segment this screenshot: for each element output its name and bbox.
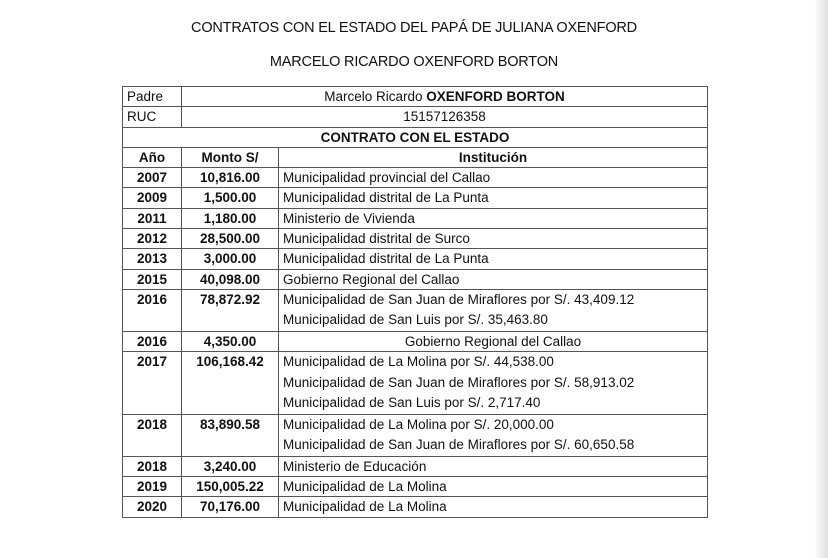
institution-line: Municipalidad provincial del Callao (283, 170, 491, 186)
document-subtitle: MARCELO RICARDO OXENFORD BORTON (269, 54, 559, 70)
padre-value (182, 87, 708, 107)
document-title: CONTRATOS CON EL ESTADO DEL PAPÁ DE JULIANA OXENFORD (191, 20, 637, 36)
padre-name-regular: Marcelo Ricardo (324, 89, 427, 104)
amount-cell: 40,098.00 (182, 269, 279, 289)
header-year: Año (123, 147, 182, 167)
institution-line: Ministerio de Educación (283, 458, 427, 474)
table-row (123, 229, 708, 249)
institution-line: Municipalidad de La Molina por S/. 20,000.00 (283, 416, 554, 432)
amount-cell: 70,176.00 (182, 497, 279, 517)
padre-label: Padre (123, 87, 182, 107)
table-row (123, 249, 708, 269)
institution-line: Municipalidad de San Juan de Miraflores por S/. 58,913.02 (283, 374, 635, 390)
institution-cell (279, 477, 708, 497)
institution-cell (279, 497, 708, 517)
institution-line: Municipalidad de San Luis por S/. 2,717.40 (283, 395, 541, 411)
amount-cell: 4,350.00 (182, 331, 279, 351)
institution-cell (279, 269, 708, 289)
institution-cell (279, 229, 708, 249)
year-cell: 2007 (123, 168, 182, 188)
institution-line: Municipalidad distrital de Surco (283, 231, 470, 247)
table-row (123, 289, 708, 331)
table-row (123, 477, 708, 497)
year-cell: 2013 (123, 249, 182, 269)
institution-line: Municipalidad distrital de La Punta (283, 251, 489, 267)
institution-line: Gobierno Regional del Callao (283, 271, 460, 287)
amount-cell: 1,500.00 (182, 188, 279, 208)
year-cell: 2016 (123, 331, 182, 351)
year-cell: 2019 (123, 477, 182, 497)
amount-cell: 150,005.22 (182, 477, 279, 497)
table-row (123, 456, 708, 476)
table-row (123, 497, 708, 517)
amount-cell: 3,240.00 (182, 456, 279, 476)
amount-cell: 83,890.58 (182, 414, 279, 456)
year-cell: 2011 (123, 208, 182, 228)
header-institution: Institución (279, 147, 708, 167)
ruc-value: 15157126358 (182, 107, 708, 127)
year-cell: 2016 (123, 289, 182, 331)
amount-cell: 78,872.92 (182, 289, 279, 331)
institution-line: Ministerio de Vivienda (283, 210, 415, 226)
padre-row (123, 87, 708, 107)
header-amount: Monto S/ (182, 147, 279, 167)
institution-line: Municipalidad de La Molina por S/. 44,538.00 (283, 354, 554, 370)
institution-cell (279, 331, 708, 351)
amount-cell: 1,180.00 (182, 208, 279, 228)
table-row (123, 208, 708, 228)
ruc-label: RUC (123, 107, 182, 127)
year-cell: 2018 (123, 456, 182, 476)
institution-line: Gobierno Regional del Callao (404, 333, 582, 349)
padre-name-bold: OXENFORD BORTON (426, 89, 565, 104)
institution-line: Municipalidad de San Luis por S/. 35,463.80 (283, 312, 548, 328)
institution-line: Municipalidad de La Molina (283, 479, 447, 495)
year-cell: 2018 (123, 414, 182, 456)
institution-cell (279, 352, 708, 415)
institution-line: Municipalidad de San Juan de Miraflores por S/. 60,650.58 (283, 437, 635, 453)
table-row (123, 168, 708, 188)
amount-cell: 10,816.00 (182, 168, 279, 188)
institution-cell (279, 188, 708, 208)
year-cell: 2017 (123, 352, 182, 415)
institution-line: Municipalidad de San Juan de Miraflores por S/. 43,409.12 (283, 291, 635, 307)
section-row (123, 127, 708, 147)
institution-cell (279, 414, 708, 456)
amount-cell: 28,500.00 (182, 229, 279, 249)
amount-cell: 106,168.42 (182, 352, 279, 415)
page-edge-shadow (814, 0, 828, 558)
year-cell: 2012 (123, 229, 182, 249)
amount-cell: 3,000.00 (182, 249, 279, 269)
table-row (123, 414, 708, 456)
institution-line: Municipalidad de La Molina (283, 499, 447, 515)
institution-line: Municipalidad distrital de La Punta (283, 190, 489, 206)
institution-cell (279, 208, 708, 228)
table-row (123, 352, 708, 415)
year-cell: 2009 (123, 188, 182, 208)
table-row (123, 188, 708, 208)
institution-cell (279, 289, 708, 331)
year-cell: 2020 (123, 497, 182, 517)
institution-cell (279, 456, 708, 476)
table-row (123, 269, 708, 289)
institution-cell (279, 168, 708, 188)
table-row (123, 331, 708, 351)
section-title: CONTRATO CON EL ESTADO (123, 127, 708, 147)
header-row (123, 147, 708, 167)
contracts-table (122, 86, 708, 518)
ruc-row (123, 107, 708, 127)
year-cell: 2015 (123, 269, 182, 289)
institution-cell (279, 249, 708, 269)
